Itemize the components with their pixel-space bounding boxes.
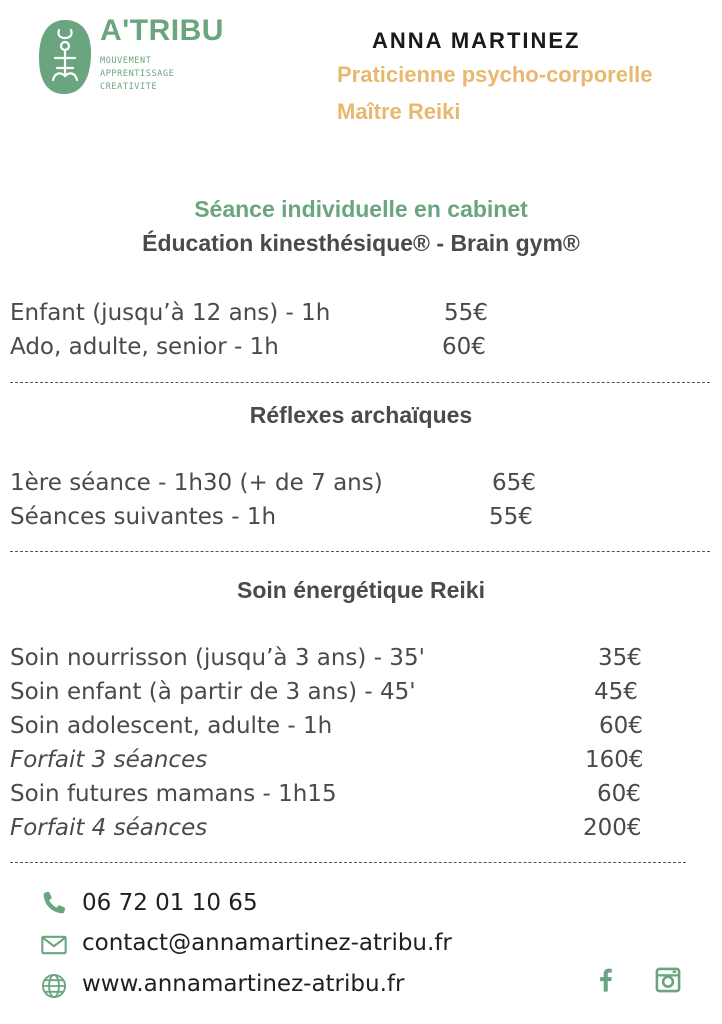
price-row-price: 55€	[444, 300, 488, 326]
globe-icon	[40, 972, 68, 1000]
price-row-label: Soin futures mamans - 1h15	[10, 781, 337, 807]
brand-tagline-line: MOUVEMENT	[100, 56, 152, 66]
price-row-price: 65€	[492, 470, 536, 496]
practitioner-role: Praticienne psycho-corporelle	[337, 62, 653, 87]
divider	[10, 551, 710, 552]
section-title: Séance individuelle en cabinet	[194, 196, 528, 222]
email-link[interactable]: contact@annamartinez-atribu.fr	[82, 930, 452, 956]
practitioner-role: Maître Reiki	[337, 99, 461, 124]
practitioner-name: ANNA MARTINEZ	[372, 28, 581, 53]
price-row-label: Soin adolescent, adulte - 1h	[10, 713, 333, 739]
section-title: Réflexes archaïques	[249, 402, 473, 428]
price-row-price: 45€	[594, 679, 638, 705]
brand-name: A'TRIBU	[100, 14, 224, 47]
price-row-price: 55€	[489, 504, 533, 530]
phone-number[interactable]: 06 72 01 10 65	[82, 890, 258, 916]
phone-icon	[40, 889, 68, 917]
price-row-label: 1ère séance - 1h30 (+ de 7 ans)	[10, 470, 383, 496]
section-subtitle: Éducation kinesthésique® - Brain gym®	[142, 230, 580, 256]
price-row-price: 60€	[597, 781, 641, 807]
price-row-label: Ado, adulte, senior - 1h	[10, 334, 279, 360]
price-row-price: 60€	[442, 334, 486, 360]
divider	[10, 862, 686, 863]
instagram-icon[interactable]	[654, 966, 682, 994]
price-row-label: Forfait 4 séances	[10, 815, 208, 841]
email-icon	[40, 931, 68, 959]
price-row-price: 200€	[583, 815, 642, 841]
facebook-icon[interactable]	[592, 966, 620, 994]
logo-badge	[37, 18, 93, 96]
website-link[interactable]: www.annamartinez-atribu.fr	[82, 971, 405, 997]
section-title: Soin énergétique Reiki	[237, 577, 485, 603]
price-row-label: Soin enfant (à partir de 3 ans) - 45'	[10, 679, 416, 705]
brand-tagline-line: APPRENTISSAGE	[100, 69, 175, 79]
price-row-label: Enfant (jusqu’à 12 ans) - 1h	[10, 300, 331, 326]
price-row-price: 60€	[599, 713, 643, 739]
price-row-label: Soin nourrisson (jusqu’à 3 ans) - 35'	[10, 645, 425, 671]
brand-tagline-line: CREATIVITE	[100, 82, 158, 92]
price-row-label: Séances suivantes - 1h	[10, 504, 277, 530]
price-row-price: 35€	[598, 645, 642, 671]
divider	[10, 382, 710, 383]
price-row-label: Forfait 3 séances	[10, 747, 208, 773]
price-row-price: 160€	[585, 747, 644, 773]
